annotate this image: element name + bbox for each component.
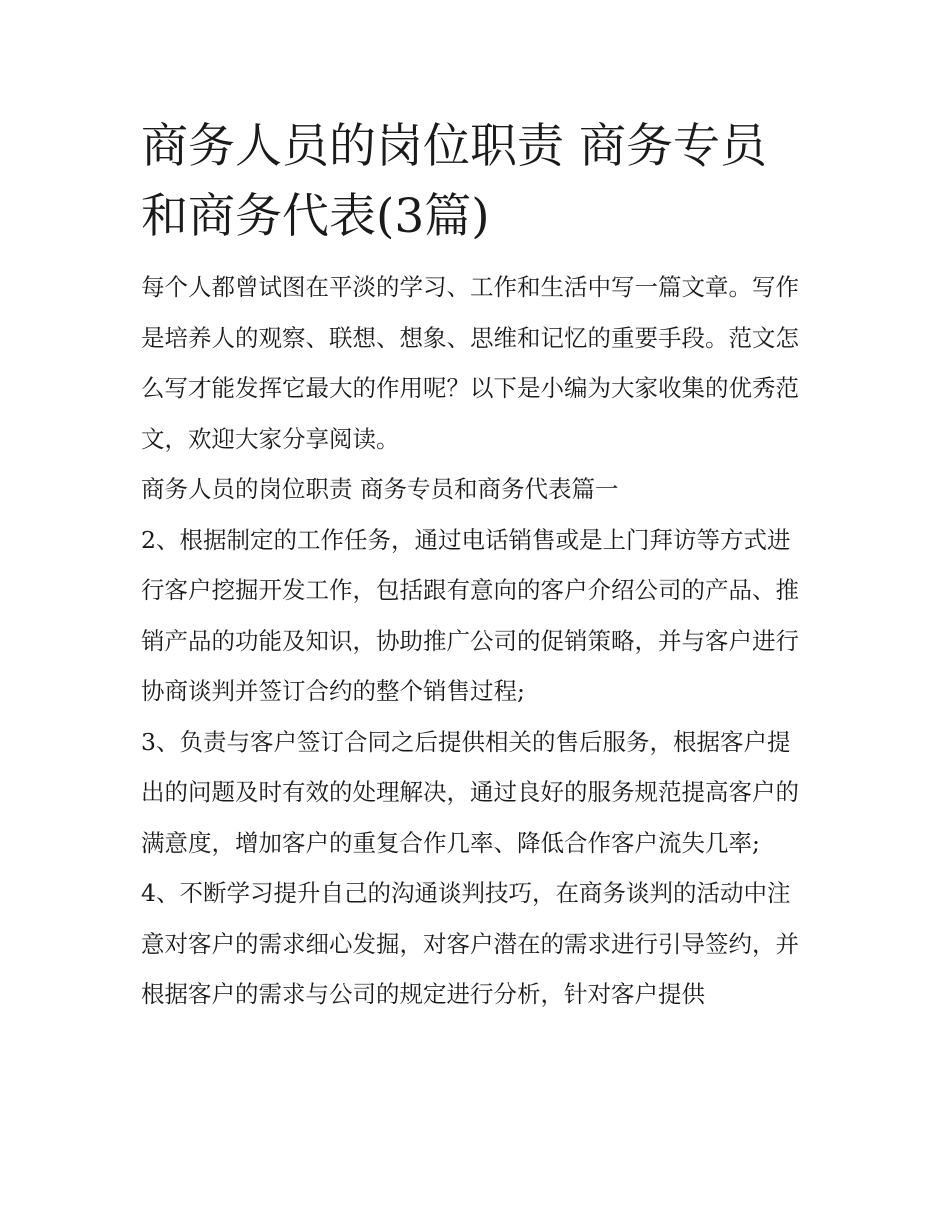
document-title: 商务人员的岗位职责 商务专员和商务代表(3篇): [141, 119, 767, 244]
duty-item-4: 4、不断学习提升自己的沟通谈判技巧，在商务谈判的活动中注意对客户的需求细心发掘，对客户潜在的需求进行引导签约，并根据客户的需求与公司的规定进行分析，针对客户提供: [141, 879, 799, 1008]
section-heading: 商务人员的岗位职责 商务专员和商务代表篇一: [141, 475, 619, 503]
duty-item-2: 2、根据制定的工作任务，通过电话销售或是上门拜访等方式进行客户挖掘开发工作，包括跟有意向的客户介绍公司的产品、推销产品的功能及知识，协助推广公司的促销策略，并与客户进行协商谈判并签订合约的整个销售过程;: [141, 525, 799, 705]
intro-paragraph: 每个人都曾试图在平淡的学习、工作和生活中写一篇文章。写作是培养人的观察、联想、想象、思维和记忆的重要手段。范文怎么写才能发挥它最大的作用呢？以下是小编为大家收集的优秀范文，欢迎大家分享阅读。: [141, 273, 799, 453]
duty-item-3: 3、负责与客户签订合同之后提供相关的售后服务，根据客户提出的问题及时有效的处理解决，通过良好的服务规范提高客户的满意度，增加客户的重复合作几率、降低合作客户流失几率;: [141, 727, 799, 857]
document-body: [141, 262, 813, 1020]
document-content: [141, 112, 813, 1020]
